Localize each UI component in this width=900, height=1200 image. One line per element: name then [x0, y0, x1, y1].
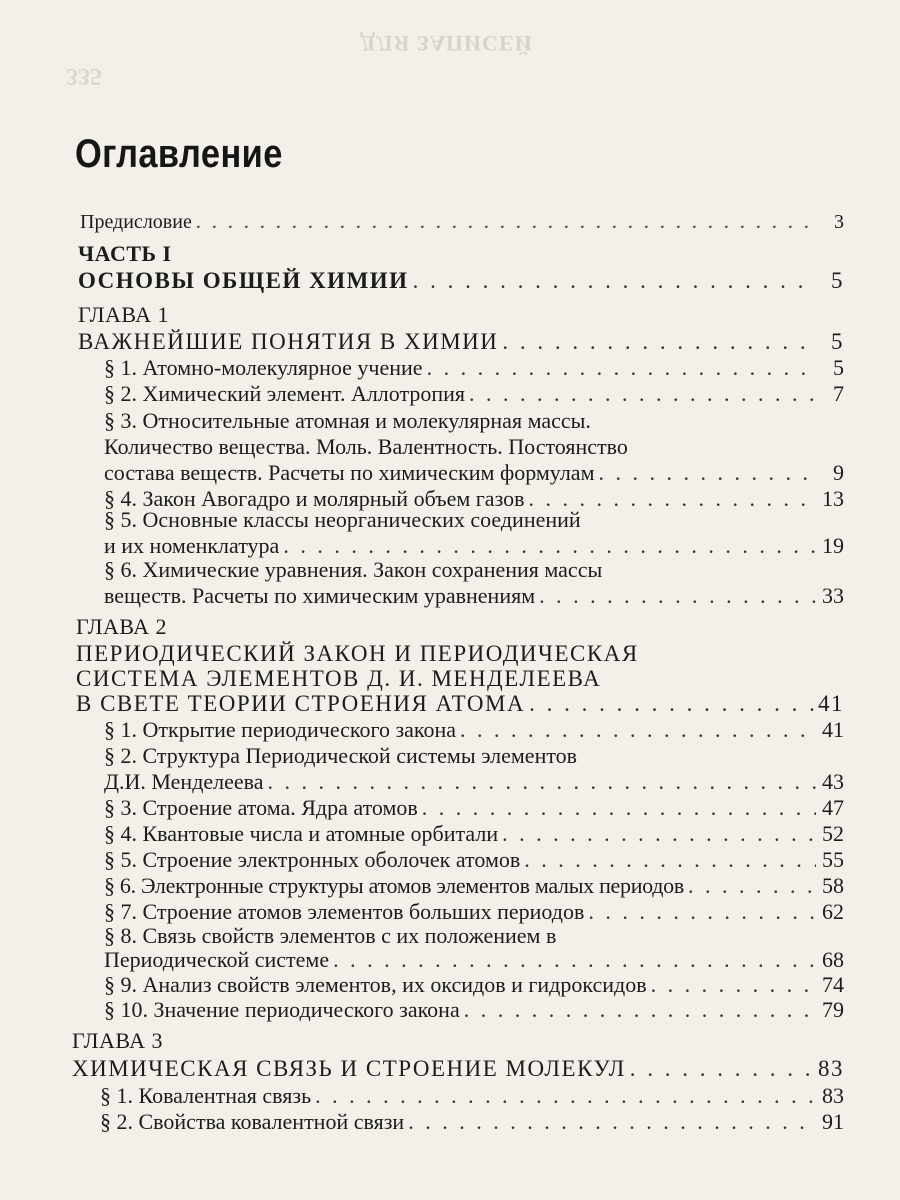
toc-entry-text: Периодической системе [104, 947, 330, 972]
toc-entry-section[interactable] [104, 768, 844, 796]
leader-dots [630, 1055, 814, 1083]
bleed-through-page-number: 335 [66, 63, 102, 89]
leader-dots [529, 690, 814, 718]
leader-dots [196, 208, 816, 236]
leader-dots [524, 846, 816, 874]
toc-entry-text: и их номенклатура [104, 533, 280, 558]
toc-entry-section[interactable] [104, 459, 844, 487]
chapter-title-line[interactable]: СИСТЕМА ЭЛЕМЕНТОВ Д. И. МЕНДЕЛЕЕВА [76, 666, 602, 691]
leader-dots [422, 794, 816, 822]
toc-entry-text: § 1. Ковалентная связь [100, 1083, 312, 1108]
page-number: 7 [833, 381, 844, 406]
toc-entry-section[interactable] [104, 354, 844, 382]
toc-entry-section[interactable] [104, 996, 844, 1024]
page-number: 52 [822, 821, 844, 846]
toc-entry-text: § 3. Строение атома. Ядра атомов [104, 795, 418, 820]
chapter-label: ГЛАВА 1 [78, 302, 170, 327]
page-number: 33 [822, 583, 844, 608]
toc-entry-text: В СВЕТЕ ТЕОРИИ СТРОЕНИЯ АТОМА [76, 691, 526, 716]
page-number: 83 [822, 1083, 844, 1108]
leader-dots [408, 1108, 816, 1136]
page-number: 41 [822, 717, 844, 742]
page-number: 19 [822, 533, 844, 558]
toc-entry-text: § 10. Значение периодического закона [104, 997, 460, 1022]
leader-dots [599, 459, 817, 487]
toc-entry-chapter1[interactable] [78, 328, 844, 356]
toc-entry-section[interactable] [104, 794, 844, 822]
toc-entry-section[interactable] [104, 716, 844, 744]
page-number: 3 [834, 211, 844, 233]
toc-entry-chapter2[interactable] [76, 690, 844, 718]
bleed-through-heading: ДЛЯ ЗАПИСЕЙ [360, 31, 533, 56]
toc-entry-text: § 6. Электронные структуры атомов элементов малых периодов [104, 873, 684, 898]
toc-entry-section[interactable] [104, 971, 844, 999]
page-number: 5 [833, 355, 844, 380]
leader-dots [588, 898, 816, 926]
toc-entry-section-line[interactable]: § 2. Структура Периодической системы элементов [104, 743, 578, 768]
page-number: 13 [822, 486, 844, 511]
page-number: 9 [833, 460, 844, 485]
toc-entry-text: § 7. Строение атомов элементов больших периодов [104, 899, 585, 924]
toc-entry-text: § 5. Строение электронных оболочек атомов [104, 847, 521, 872]
page-number: 5 [831, 329, 844, 354]
leader-dots [469, 380, 816, 408]
page-number: 68 [822, 947, 844, 972]
toc-entry-text: § 1. Атомно-молекулярное учение [104, 355, 423, 380]
leader-dots [427, 354, 816, 382]
toc-entry-section-line[interactable]: § 8. Связь свойств элементов с их положением в [104, 923, 557, 948]
page-number: 91 [822, 1109, 844, 1134]
toc-entry-text: ОСНОВЫ ОБЩЕЙ ХИМИИ [78, 268, 409, 293]
toc-entry-section-line[interactable]: Количество вещества. Моль. Валентность. Постоянство [104, 434, 628, 459]
page-number: 79 [822, 997, 844, 1022]
page-number: 43 [822, 769, 844, 794]
chapter-label: ГЛАВА 3 [72, 1028, 164, 1053]
toc-entry-preface[interactable] [80, 208, 844, 236]
toc-entry-section-line[interactable]: § 5. Основные классы неорганических соединений [104, 507, 581, 532]
leader-dots [268, 768, 816, 796]
toc-entry-text: § 2. Химический элемент. Аллотропия [104, 381, 466, 406]
toc-entry-text: ВАЖНЕЙШИЕ ПОНЯТИЯ В ХИМИИ [78, 329, 499, 354]
page-number: 55 [822, 847, 844, 872]
leader-dots [539, 582, 816, 610]
page-number: 74 [822, 972, 844, 997]
chapter-title-line[interactable]: ПЕРИОДИЧЕСКИЙ ЗАКОН И ПЕРИОДИЧЕСКАЯ [76, 641, 639, 666]
leader-dots [502, 328, 816, 356]
toc-entry-text: Предисловие [80, 211, 192, 233]
page-number: 58 [822, 873, 844, 898]
leader-dots [315, 1082, 816, 1110]
toc-entry-text: § 2. Свойства ковалентной связи [100, 1109, 405, 1134]
leader-dots [333, 946, 816, 974]
leader-dots [651, 971, 816, 999]
toc-entry-text: веществ. Расчеты по химическим уравнениям [104, 583, 536, 608]
leader-dots [460, 716, 816, 744]
page-number: 62 [822, 899, 844, 924]
toc-entry-section[interactable] [104, 582, 844, 610]
toc-entry-text: состава веществ. Расчеты по химическим формулам [104, 460, 595, 485]
toc-entry-section[interactable] [104, 946, 844, 974]
toc-entry-chapter3[interactable] [72, 1055, 844, 1083]
page-number: 83 [818, 1056, 844, 1081]
leader-dots [464, 996, 816, 1024]
toc-entry-section-line[interactable]: § 6. Химические уравнения. Закон сохранения массы [104, 557, 603, 582]
leader-dots [688, 872, 816, 900]
toc-entry-section[interactable] [104, 820, 844, 848]
toc-entry-text: § 4. Закон Авогадро и молярный объем газов [104, 486, 525, 511]
toc-entry-text: § 4. Квантовые числа и атомные орбитали [104, 821, 499, 846]
toc-entry-text: § 9. Анализ свойств элементов, их оксидов и гидроксидов [104, 972, 647, 997]
toc-entry-section-line[interactable]: § 3. Относительные атомная и молекулярная массы. [104, 408, 591, 433]
page-number: 41 [818, 691, 844, 716]
part-label: ЧАСТЬ I [78, 241, 172, 266]
toc-entry-section[interactable] [100, 1082, 844, 1110]
toc-entry-section[interactable] [104, 380, 844, 408]
leader-dots [413, 267, 816, 295]
toc-entry-text: § 1. Открытие периодического закона [104, 717, 457, 742]
chapter-label: ГЛАВА 2 [76, 614, 168, 639]
toc-entry-text: Д.И. Менделеева [104, 769, 264, 794]
toc-entry-text: ХИМИЧЕСКАЯ СВЯЗЬ И СТРОЕНИЕ МОЛЕКУЛ [72, 1056, 626, 1081]
toc-entry-section[interactable] [100, 1108, 844, 1136]
toc-entry-section[interactable] [104, 846, 844, 874]
page-number: 47 [822, 795, 844, 820]
page-number: 5 [831, 268, 844, 293]
leader-dots [502, 820, 816, 848]
page-title: Оглавление [75, 132, 283, 176]
toc-entry-section[interactable] [104, 872, 844, 900]
toc-entry-part1[interactable] [78, 267, 844, 295]
